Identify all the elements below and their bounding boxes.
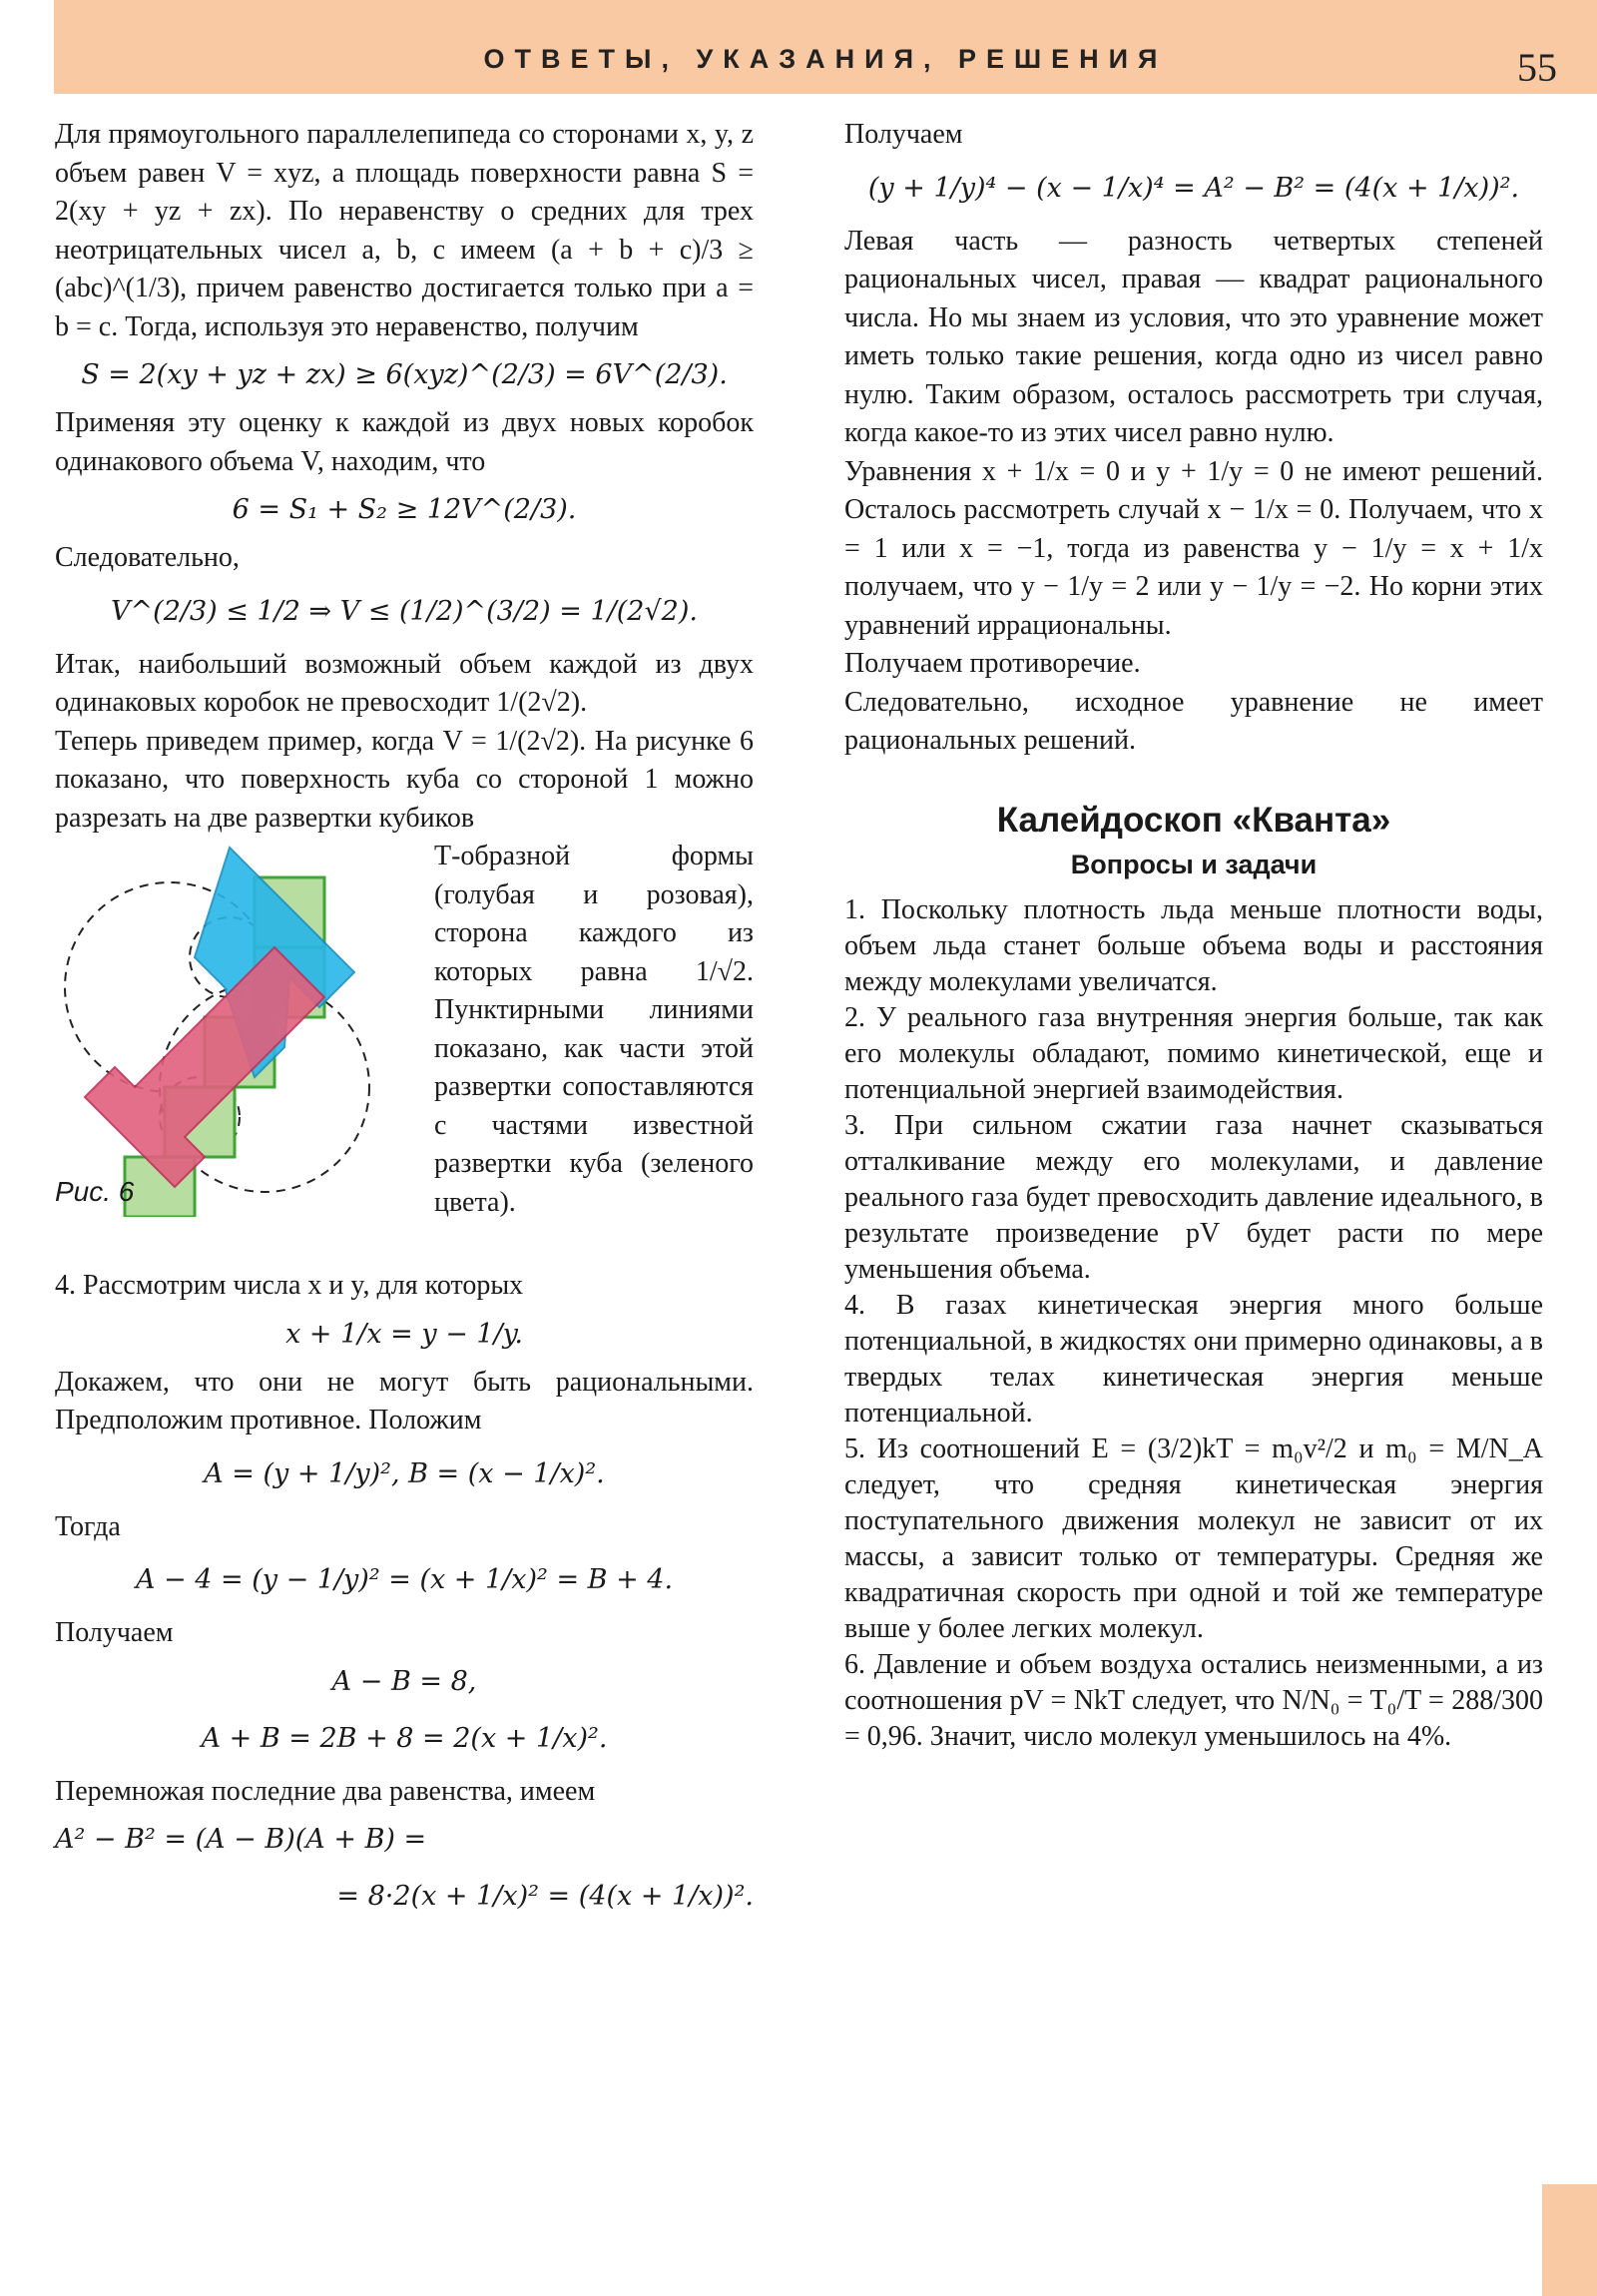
right-column	[844, 116, 1543, 1755]
equation: A − 4 = (y − 1/y)² = (x + 1/x)² = B + 4.	[135, 1564, 674, 1595]
page-number: 55	[1517, 45, 1557, 90]
equation: x + 1/x = y − 1/y.	[285, 1318, 523, 1350]
paragraph: Итак, наибольший возможный объем каждой из двух одинаковых коробок не превосходит 1/(2√2).	[55, 648, 754, 718]
corner-tab	[1542, 2184, 1597, 2296]
figure-caption: Рис. 6	[55, 1176, 135, 1207]
paragraph: Для прямоугольного параллелепипеда со сторонами x, y, z объем равен V = xyz, а площадь поверхности равна S = 2(xy + yz + zx). По неравенству о средних для трех неотрицательных чисел a, b, c имеем (a + b + c)/3 ≥ (abc)^(1/3), причем равенство достигается только при a = b = c. Тогда, используя это неравенство, получим	[55, 119, 754, 342]
equation: (y + 1/y)⁴ − (x − 1/x)⁴ = A² − B² = (4(x + 1/x))².	[867, 172, 1520, 204]
paragraph: Следовательно,	[55, 542, 240, 573]
paragraph: Уравнения x + 1/x = 0 и y + 1/y = 0 не имеют решений. Осталось рассмотреть случай x − 1/x = 0. Получаем, что x = 1 или x = −1, тогда из равенства y − 1/y = x + 1/x получаем, что y − 1/y = 2 или y − 1/y = −2. Но корни этих уравнений иррациональны.	[844, 455, 1543, 641]
running-title: ОТВЕТЫ, УКАЗАНИЯ, РЕШЕНИЯ	[483, 44, 1168, 74]
equation: A² − B² = (A − B)(A + B) =	[55, 1824, 427, 1855]
equation: = 8·2(x + 1/x)² = (4(x + 1/x))².	[336, 1881, 754, 1912]
section-title: Калейдоскоп «Кванта»	[996, 800, 1391, 840]
answer-item: 2. У реального газа внутренняя энергия больше, так как его молекулы обладают, помимо кинетической, еще и потенциальной энергией взаимодействия.	[844, 1001, 1543, 1105]
paragraph: Тогда	[55, 1510, 121, 1542]
section-subtitle: Вопросы и задачи	[1070, 849, 1318, 879]
answer-item: 1. Поскольку плотность льда меньше плотности воды, объем льда станет больше объема воды и расстояния между молекулами увеличатся.	[844, 893, 1543, 997]
paragraph: Левая часть — разность четвертых степеней рациональных чисел, правая — квадрат рационального числа. Но мы знаем из условия, что это уравнение может иметь только такие решения, когда одно из чисел равно нулю. Таким образом, осталось рассмотреть три случая, когда какое-то из этих чисел равно нулю.	[844, 225, 1543, 448]
figure-description: Т-образной формы (голубая и розовая), сторона каждого из которых равна 1/√2. Пунктирными линиями показано, как части этой развертки сопоставляются с частями известной развертки куба (зеленого цвета).	[434, 841, 754, 1218]
paragraph: Получаем противоречие.	[844, 648, 1141, 679]
equation: A − B = 8,	[331, 1665, 477, 1697]
answer-item: 5. Из соотношений E = (3/2)kT = m₀v²/2 и m₀ = M/N_A следует, что средняя кинетическая энергия поступательного движения молекул не зависит от их массы, а зависит только от температуры. Средняя же квадратичная скорость при одной и той же температуре выше у более легких молекул.	[844, 1433, 1543, 1644]
paragraph: Применяя эту оценку к каждой из двух новых коробок одинакового объема V, находим, что	[55, 407, 754, 477]
answer-item: 6. Давление и объем воздуха остались неизменными, а из соотношения pV = NkT следует, что N/N₀ = T₀/T = 288/300 = 0,96. Значит, число молекул уменьшилось на 4%.	[844, 1648, 1543, 1752]
paragraph: 4. Рассмотрим числа x и y, для которых	[55, 1270, 524, 1301]
paragraph: Перемножая последние два равенства, имеем	[55, 1775, 596, 1807]
page-header	[54, 0, 1597, 94]
equation: S = 2(xy + yz + zx) ≥ 6(xyz)^(2/3) = 6V^(2/3).	[81, 359, 728, 390]
paragraph: Получаем	[844, 119, 963, 150]
paragraph: Докажем, что они не могут быть рациональными. Предположим противное. Положим	[55, 1366, 754, 1435]
equation: A = (y + 1/y)², B = (x − 1/x)².	[204, 1457, 605, 1489]
paragraph: Следовательно, исходное уравнение не имеет рациональных решений.	[844, 686, 1543, 756]
equation: V^(2/3) ≤ 1/2 ⇒ V ≤ (1/2)^(3/2) = 1/(2√2).	[111, 595, 698, 627]
answer-item: 3. При сильном сжатии газа начнет сказываться отталкивание между его молекулами, и давление реального газа будет превосходить давление идеального, в результате произведение pV будет расти по мере уменьшения объема.	[844, 1109, 1543, 1285]
equation: 6 = S₁ + S₂ ≥ 12V^(2/3).	[232, 494, 577, 525]
paragraph: Теперь приведем пример, когда V = 1/(2√2). На рисунке 6 показано, что поверхность куба со стороной 1 можно разрезать на две развертки кубиков	[55, 725, 754, 834]
figure-6	[55, 838, 754, 1267]
answer-item: 4. В газах кинетическая энергия много больше потенциальной, в жидкостях они примерно одинаковы, а в твердых телах кинетическая энергия меньше потенциальной.	[844, 1289, 1543, 1429]
paragraph: Получаем	[55, 1617, 174, 1648]
equation: A + B = 2B + 8 = 2(x + 1/x)².	[201, 1722, 608, 1754]
left-column	[55, 116, 754, 1931]
cube-net-figure	[55, 838, 414, 1217]
